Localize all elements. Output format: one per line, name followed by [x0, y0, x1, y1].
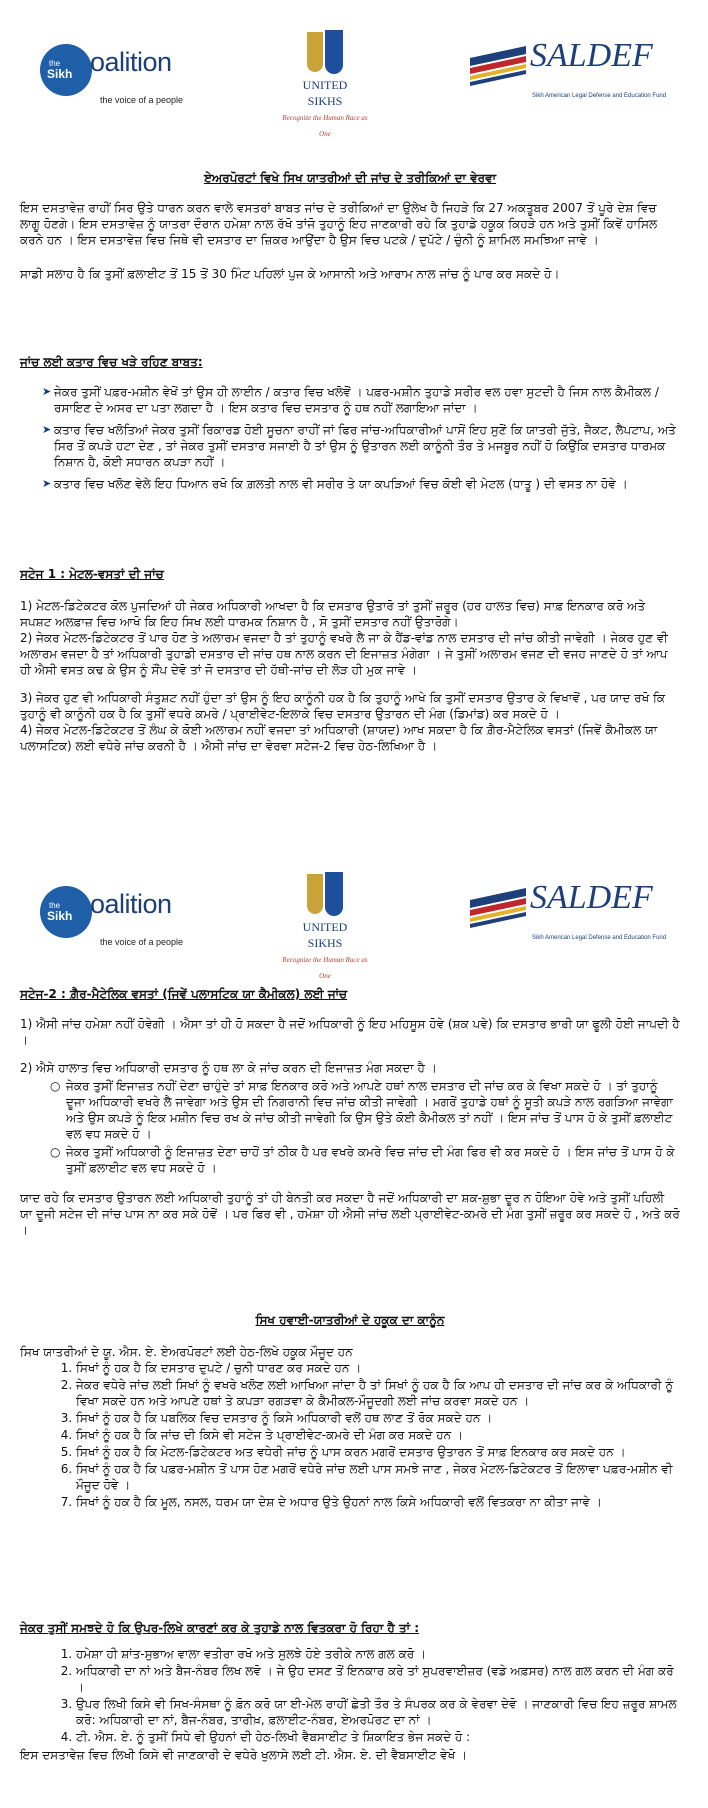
coalition-word: oalition [90, 889, 172, 919]
logo-band-top [0, 30, 708, 138]
sikh-coalition-logo [40, 40, 200, 120]
rights-list-item: 1. ਸਿਖਾਂ ਨੂੰ ਹਕ ਹੈ ਕਿ ਦਸਤਾਰ ਦੁਪਟੇ / ਚੁਨੀ ਧਾਰਣ ਕਰ ਸਕਦੇ ਹਨ । [76, 1360, 680, 1376]
coalition-tagline: the voice of a people [100, 937, 184, 947]
united-sikhs-name-2: SIKHS [307, 936, 343, 950]
stage2-sub-text: ਜੇਕਰ ਤੁਸੀਂ ਅਧਿਕਾਰੀ ਨੂੰ ਇਜਾਜ਼ਤ ਦੇਣਾ ਚਾਹੋਂ ਤਾਂ ਠੀਕ ਹੈ ਪਰ ਵਖਰੇ ਕਮਰੇ ਵਿਚ ਜਾਂਚ ਦੀ ਮੰਗ ਫਿਰ ਵੀ ਕਰ ਸਕਦੇ ਹੋ । ਇਸ ਜਾਂਚ ਤੋਂ ਪਾਸ ਹੋ ਕੇ ਤੁਸੀਂ ਫ਼ਲਾਈਟ ਵਲ ਵਧ ਸਕਦੇ ਹੋ । [66, 1145, 675, 1175]
rights-list-item: 5. ਸਿਖਾਂ ਨੂੰ ਹਕ ਹੈ ਕਿ ਮੇਟਲ-ਡਿਟੇਕਟਰ ਅਤ ਵਧੇਰੀ ਜਾਂਚ ਨੂੰ ਪਾਸ ਕਰਨ ਮਗਰੋਂ ਦਸਤਾਰ ਉਤਾਰਨ ਤੋਂ ਸਾਫ਼ ਇਨਕਾਰ ਕਰ ਸਕਦੇ ਹਨ । [76, 1444, 680, 1460]
stage1-paragraph-3: 3) ਜੇਕਰ ਹੁਣ ਵੀ ਅਧਿਕਾਰੀ ਸੰਤੁਸ਼ਟ ਨਹੀਂ ਹੁੰਦਾ ਤਾਂ ਉਸ ਨੂੰ ਇਹ ਕਾਨੂੰਨੀ ਹਕ ਹੈ ਕਿ ਤੁਹਾਨੂੰ ਆਖੇ ਕਿ ਤੁਸੀਂ ਦਸਤਾਰ ਉਤਾਰ ਕੇ ਵਿਖਾਵੋਂ , ਪਰ ਯਾਦ ਰਖੋ ਕਿ ਤੁਹਾਨੂੰ ਵੀ ਕਾਨੂੰਨੀ ਹਕ ਹੈ ਕਿ ਤੁਸੀਂ ਵਧਰੇ ਕਮਰੇ / ਪ੍ਰਾਈਵੇਟ-ਇਲਾਕੇ ਵਿਚ ਦਸਤਾਰ ਉਤਾਰਨ ਦੀ ਮੰਗ (ਡਿਮਾਂਡ) ਕਰ ਸਕਦੇ ਹੋ । [20, 691, 666, 721]
stage1-paragraph-2: 2) ਜੇਕਰ ਮੇਟਲ-ਡਿਟੇਕਟਰ ਤੋਂ ਪਾਰ ਹੋਣ ਤੇ ਅਲਾਰਮ ਵਜਦਾ ਹੈ ਤਾਂ ਤੁਹਾਨੂੰ ਵਖਰੇ ਲੈ ਜਾ ਕੇ ਹੈਂਡ-ਵਾਂਡ ਨਾਲ ਦਸਤਾਰ ਦੀ ਜਾਂਚ ਕੀਤੀ ਜਾਵੇਗੀ । ਜੇਕਰ ਹੁਣ ਵੀ ਅਲਾਰਮ ਵਜਦਾ ਹੈ ਤਾਂ ਅਧਿਕਾਰੀ ਤੁਹਾਡੀ ਦਸਤਾਰ ਦੀ ਜਾਂਚ ਹਥ ਨਾਲ ਕਰਨ ਦੀ ਇਜਾਜ਼ਤ ਮੰਗੇਗਾ । ਜੇ ਤੁਸੀਂ ਅਲਾਰਮ ਵਜਣ ਦੀ ਵਜਹ ਜਾਣਦੇ ਹੋ ਤਾਂ ਆਪ ਹੀ ਐਸੀ ਵਸਤ ਕਢ ਕੇ ਉਸ ਨੂੰ ਸੌਂਪ ਦੇਵੋ ਤਾਂ ਜੋ ਦਸਤਾਰ ਦੀ ਹੱਥੀ-ਜਾਂਚ ਦੀ ਲੋੜ ਹੀ ਮੁਕ ਜਾਵੇ । [20, 631, 668, 677]
arrow-bullet-icon: ➤ [42, 477, 52, 490]
rights-list-item: 3. ਸਿਖਾਂ ਨੂੰ ਹਕ ਹੈ ਕਿ ਪਬਲਿਕ ਵਿਚ ਦਸਤਾਰ ਨੂੰ ਕਿਸੇ ਅਧਿਕਾਰੀ ਵਲੋਂ ਹਥ ਲਾਣ ਤੋਂ ਰੋਕ ਸਕਦੇ ਹਨ । [76, 1410, 680, 1426]
rights-heading: ਸਿਖ ਹਵਾਈ-ਯਾਤਰੀਆਂ ਦੇ ਹਕੂਕ ਦਾ ਕਾਨੂੰਨ [255, 1313, 445, 1327]
coalition-sikh: Sikh [47, 67, 73, 81]
queue-heading: ਜਾਂਚ ਲਈ ਕਤਾਰ ਵਿਚ ਖੜੇ ਰਹਿਣ ਬਾਬਤ: [20, 355, 203, 369]
discrimination-heading: ਜੇਕਰ ਤੁਸੀਂ ਸਮਝਦੇ ਹੋ ਕਿ ਉਪਰ-ਲਿਖੇ ਕਾਰਣਾਂ ਕਰ ਕੇ ਤੁਹਾਡੇ ਨਾਲ ਵਿਤਕਰਾ ਹੋ ਰਿਹਾ ਹੈ ਤਾਂ : [20, 1621, 420, 1635]
saldef-tagline: Sikh American Legal Defense and Education Fund [532, 935, 667, 941]
arrow-bullet-icon: ➤ [42, 423, 52, 436]
queue-bullet [20, 422, 680, 470]
stage1-section [20, 566, 680, 754]
circle-bullet-icon: ○ [50, 1079, 61, 1093]
united-sikhs-emblem-icon [303, 30, 347, 76]
discrimination-list-item: 2. ਅਧਿਕਾਰੀ ਦਾ ਨਾਂ ਅਤੇ ਬੈਜ-ਨੰਬਰ ਲਿਖ ਲਵੋ । ਜੇ ਉਹ ਦਸਣ ਤੋਂ ਇਨਕਾਰ ਕਰੇ ਤਾਂ ਸੁਪਰਵਾਈਜ਼ਰ (ਵਡੇ ਅਫ਼ਸਰ) ਨਾਲ ਗਲ ਕਰਨ ਦੀ ਮੰਗ ਕਰੋ । [76, 1663, 680, 1695]
page-title: ਏਅਰਪੋਰਟਾਂ ਵਿਖੇ ਸਿਖ ਯਾਤਰੀਆਂ ਦੀ ਜਾਂਚ ਦੇ ਤਰੀਕਿਆਂ ਦਾ ਵੇਰਵਾ [203, 171, 497, 185]
stage2-sub-text: ਜੇਕਰ ਤੁਸੀਂ ਇਜਾਜ਼ਤ ਨਹੀਂ ਦੇਣਾ ਚਾਹੁੰਦੇ ਤਾਂ ਸਾਫ਼ ਇਨਕਾਰ ਕਰੋ ਅਤੇ ਆਪਣੇ ਹਥਾਂ ਨਾਲ ਦਸਤਾਰ ਦੀ ਜਾਂਚ ਕਰ ਕੇ ਵਿਖਾ ਸਕਦੇ ਹੋ । ਤਾਂ ਤੁਹਾਨੂੰ ਦੂਜਾ ਅਧਿਕਾਰੀ ਵਖਰੇ ਲੈ ਜਾਵੇਗਾ ਅਤੇ ਉਸ ਦੀ ਨਿਗਰਾਨੀ ਵਿਚ ਜਾਂਚ ਕੀਤੀ ਜਾਵੇਗੀ । ਮਗਰੋਂ ਤੁਹਾਡੇ ਹਥਾਂ ਨੂੰ ਸੂਤੀ ਕਪੜੇ ਨਾਲ ਰਗੜਿਆ ਜਾਵੇਗਾ ਅਤੇ ਉਸ ਕਪੜੇ ਨੂੰ ਇਕ ਮਸ਼ੀਨ ਵਿਚ ਰਖ ਕੇ ਜਾਂਚ ਕੀਤੀ ਜਾਵੇਗੀ ਕਿ ਉਸ ਉਤੇ ਕੋਈ ਕੈਮੀਕਲ ਤਾਂ ਨਹੀਂ । ਇਸ ਜਾਂਚ ਤੋਂ ਪਾਸ ਹੋ ਕੇ ਤੁਸੀਂ ਫ਼ਲਾਈਟ ਵਲ ਵਧ ਸਕਦੇ ਹੋ । [66, 1079, 673, 1141]
logo-band-middle [0, 872, 708, 980]
queue-bullet-text: ਕਤਾਰ ਵਿਚ ਖਲੋਤਿਆਂ ਜੇਕਰ ਤੁਸੀਂ ਰਿਕਾਰਡ ਹੋਈ ਸੂਚਨਾ ਰਾਹੀਂ ਜਾਂ ਫਿਰ ਜਾਂਚ-ਅਧਿਕਾਰੀਆਂ ਪਾਸੋਂ ਇਹ ਸੁਣੋਂ ਕਿ ਯਾਤਰੀ ਜੁੱਤੇ, ਜੈਕਟ, ਲੈਪਟਾਪ, ਅਤੇ ਸਿਰ ਤੋਂ ਕਪੜੇ ਹਟਾ ਦੇਣ , ਤਾਂ ਜੇਕਰ ਤੁਸੀਂ ਦਸਤਾਰ ਸਜਾਈ ਹੈ ਤਾਂ ਉਸ ਨੂੰ ਉਤਾਰਨ ਲਈ ਕਾਨੂੰਨੀ ਤੌਰ ਤੇ ਮਜਬੂਰ ਨਹੀਂ ਹੋ ਕਿਉਂਕਿ ਦਸਤਾਰ ਧਾਰਮਕ ਨਿਸ਼ਾਨ ਹੈ, ਕੋਈ ਸਧਾਰਨ ਕਪੜਾ ਨਹੀਂ । [54, 423, 676, 469]
rights-section [20, 1344, 680, 1511]
queue-bullet [20, 384, 680, 416]
rights-list-item: 7. ਸਿਖਾਂ ਨੂੰ ਹਕ ਹੈ ਕਿ ਮੂਲ, ਨਸਲ, ਧਰਮ ਯਾ ਦੇਸ਼ ਦੇ ਅਧਾਰ ਉਤੇ ਉਹਨਾਂ ਨਾਲ ਕਿਸੇ ਅਧਿਕਾਰੀ ਵਲੋਂ ਵਿਤਕਰਾ ਨਾ ਕੀਤਾ ਜਾਵੇ । [76, 1494, 680, 1510]
united-sikhs-tagline: Recognize the Human Race as One [282, 114, 368, 138]
discrimination-list-item: 3. ਉਪਰ ਲਿਖੀ ਕਿਸੇ ਵੀ ਸਿਖ-ਸੰਸਥਾ ਨੂੰ ਫ਼ੋਨ ਕਰੋ ਯਾ ਈ-ਮੇਲ ਰਾਹੀਂ ਛੇਤੀ ਤੌਰ ਤੇ ਸੰਪਰਕ ਕਰ ਕੇ ਵੇਰਵਾ ਦੇਵੋ । ਜਾਣਕਾਰੀ ਵਿਚ ਇਹ ਜ਼ਰੂਰ ਸ਼ਾਮਲ ਕਰੋ: ਅਧਿਕਾਰੀ ਦਾ ਨਾਂ, ਬੈਜ-ਨੰਬਰ, ਤਾਰੀਖ਼, ਫ਼ਲਾਈਟ-ਨੰਬਰ, ਏਅਰਪੋਰਟ ਦਾ ਨਾਂ । [76, 1696, 680, 1728]
stage1-paragraph-4: 4) ਜੇਕਰ ਮੇਟਲ-ਡਿਟੇਕਟਰ ਤੋਂ ਲੰਘ ਕੇ ਕੋਈ ਅਲਾਰਮ ਨਹੀਂ ਵਜਦਾ ਤਾਂ ਅਧਿਕਾਰੀ (ਸ਼ਾਯਦ) ਆਖ ਸਕਦਾ ਹੈ ਕਿ ਗ਼ੈਰ-ਮੈਟੇਲਿਕ ਵਸਤਾਂ (ਜਿਵੇਂ ਕੈਮੀਕਲ ਯਾ ਪਲਾਸਟਿਕ) ਲਈ ਵਧੇਰੇ ਜਾਂਚ ਕਰਨੀ ਹੈ । ਐਸੀ ਜਾਂਚ ਦਾ ਵੇਰਵਾ ਸਟੇਜ-2 ਵਿਚ ਹੇਠ-ਲਿਖਿਆ ਹੈ । [20, 723, 658, 753]
intro-paragraph-1: ਇਸ ਦਸਤਾਵੇਜ਼ ਰਾਹੀਂ ਸਿਰ ਉਤੇ ਧਾਰਨ ਕਰਨ ਵਾਲੇ ਵਸਤਰਾਂ ਬਾਬਤ ਜਾਂਚ ਦੇ ਤਰੀਕਿਆਂ ਦਾ ਉਲੇਖ ਹੈ ਜਿਹੜੇ ਕਿ 27 ਅਕਤੂਬਰ 2007 ਤੋਂ ਪੂਰੇ ਦੇਸ਼ ਵਿਚ ਲਾਗੂ ਹੋਣਗੇ। ਇਸ ਦਸਤਾਵੇਜ਼ ਨੂੰ ਯਾਤਰਾ ਦੌਰਾਨ ਹਮੇਸ਼ਾ ਨਾਲ ਰੱਖੋ ਤਾਂਜੋ ਤੁਹਾਨੂੰ ਇਹ ਜਾਣਕਾਰੀ ਰਹੇ ਕਿ ਤੁਹਾਡੇ ਹਕੂਕ ਕਿਹੜੇ ਹਨ ਅਤੇ ਤੁਸੀਂ ਕਿਵੇਂ ਹਾਸਿਲ ਕਰਨੇ ਹਨ । ਇਸ ਦਸਤਾਵੇਜ਼ ਵਿਚ ਜਿਥੇ ਵੀ ਦਸਤਾਰ ਦਾ ਜ਼ਿਕਰ ਆਉਂਦਾ ਹੈ ਉਸ ਵਿਚ ਪਟਕੇ / ਦੁਪੱਟੇ / ਚੁੰਨੀ ਨੂੰ ਸ਼ਾਮਿਲ ਸਮਝਿਆ ਜਾਵੇ । [20, 201, 658, 247]
sikh-coalition-logo [40, 882, 200, 962]
queue-bullet [20, 476, 680, 492]
stage2-sub-item [20, 1078, 680, 1142]
united-sikhs-logo [280, 30, 370, 138]
stage2-paragraph-3: ਯਾਦ ਰਹੇ ਕਿ ਦਸਤਾਰ ਉਤਾਰਨ ਲਈ ਅਧਿਕਾਰੀ ਤੁਹਾਨੂੰ ਤਾਂ ਹੀ ਬੇਨਤੀ ਕਰ ਸਕਦਾ ਹੈ ਜਦੋਂ ਅਧਿਕਾਰੀ ਦਾ ਸ਼ਕ-ਸ਼ੁਭਾ ਦੂਰ ਨ ਹੋਇਆ ਹੋਵੇ ਅਤੇ ਤੁਸੀਂ ਪਹਿਲੀ ਯਾ ਦੂਜੀ ਸਟੇਜ ਦੀ ਜਾਂਚ ਪਾਸ ਨਾ ਕਰ ਸਕੇ ਹੋਵੋਂ । ਪਰ ਫਿਰ ਵੀ , ਹਮੇਸ਼ਾ ਹੀ ਐਸੀ ਜਾਂਚ ਲਈ ਪ੍ਰਾਈਵੇਟ-ਕਮਰੇ ਦੀ ਮੰਗ ਤੁਸੀਂ ਜ਼ਰੂਰ ਕਰ ਸਕਦੇ ਹੋ , ਅਤੇ ਕਰੋ । [20, 1191, 680, 1237]
coalition-sikh: Sikh [47, 909, 73, 923]
saldef-logo [470, 879, 670, 954]
queue-bullet-text: ਕਤਾਰ ਵਿਚ ਖਲੋਣ ਵੇਲੇ ਇਹ ਧਿਆਨ ਰਖੋ ਕਿ ਗ਼ਲਤੀ ਨਾਲ ਵੀ ਸਰੀਰ ਤੇ ਯਾ ਕਪੜਿਆਂ ਵਿਚ ਕੋਈ ਵੀ ਮੇਟਲ (ਧਾਤੂ ) ਦੀ ਵਸਤ ਨਾ ਹੋਵੇ । [54, 477, 628, 491]
circle-bullet-icon: ○ [50, 1145, 61, 1159]
rights-list-item: 4. ਸਿਖਾਂ ਨੂੰ ਹਕ ਹੈ ਕਿ ਜਾਂਚ ਦੀ ਕਿਸੇ ਵੀ ਸਟੇਜ ਤੇ ਪ੍ਰਾਈਵੇਟ-ਕਮਰੇ ਦੀ ਮੰਗ ਕਰ ਸਕਦੇ ਹਨ । [76, 1427, 680, 1443]
saldef-name: SALDEF [530, 879, 653, 916]
stage2-paragraph-1: 1) ਐਸੀ ਜਾਂਚ ਹਮੇਸ਼ਾ ਨਹੀਂ ਹੋਵੇਗੀ । ਐਸਾ ਤਾਂ ਹੀ ਹੋ ਸਕਦਾ ਹੈ ਜਦੋਂ ਅਧਿਕਾਰੀ ਨੂੰ ਇਹ ਮਹਿਸੂਸ ਹੋਵੇ (ਸ਼ਕ ਪਵੇ) ਕਿ ਦਸਤਾਰ ਭਾਰੀ ਯਾ ਫੂਲੀ ਹੋਈ ਜਾਪਦੀ ਹੈ । [20, 1017, 680, 1047]
saldef-name: SALDEF [530, 37, 653, 74]
united-sikhs-name-1: UNITED [302, 78, 348, 92]
queue-section [20, 354, 680, 498]
stage2-paragraph-2: 2) ਐਸੇ ਹਾਲਾਤ ਵਿਚ ਅਧਿਕਾਰੀ ਦਸਤਾਰ ਨੂੰ ਹਥ ਲਾ ਕੇ ਜਾਂਚ ਕਰਨ ਦੀ ਇਜਾਜ਼ਤ ਮੰਗ ਸਕਦਾ ਹੈ । [20, 1061, 437, 1075]
discrimination-section [20, 1620, 680, 1763]
discrimination-list-item: 4. ਟੀ. ਐਸ. ਏ. ਨੂੰ ਤੁਸੀਂ ਸਿਧੇ ਵੀ ਉਹਨਾਂ ਦੀ ਹੇਠ-ਲਿਖੀ ਵੈਬਸਾਈਟ ਤੇ ਸ਼ਿਕਾਇਤ ਭੇਜ ਸਕਦੇ ਹੋ : [76, 1729, 680, 1745]
coalition-word: oalition [90, 47, 172, 77]
discrimination-list [20, 1646, 680, 1745]
united-sikhs-tagline: Recognize the Human Race as One [282, 956, 368, 980]
rights-intro: ਸਿਖ ਯਾਤਰੀਆਂ ਦੇ ਯੂ. ਐਸ. ਏ. ਏਅਰਪੋਰਟਾਂ ਲਈ ਹੇਠ-ਲਿਖੇ ਹਕੂਕ ਮੌਜੂਦ ਹਨ [20, 1345, 353, 1359]
coalition-tagline: the voice of a people [100, 95, 184, 105]
saldef-flag-icon [470, 888, 526, 928]
stage1-paragraph-1: 1) ਮੇਟਲ-ਡਿਟੇਕਟਰ ਕੋਲ ਪੁਜਦਿਆਂ ਹੀ ਜੇਕਰ ਅਧਿਕਾਰੀ ਆਖਦਾ ਹੈ ਕਿ ਦਸਤਾਰ ਉਤਾਰੋ ਤਾਂ ਤੁਸੀਂ ਜ਼ਰੂਰ (ਹਰ ਹਾਲਤ ਵਿਚ) ਸਾਫ਼ ਇਨਕਾਰ ਕਰੋ ਅਤੇ ਸਪਸ਼ਟ ਅਲਫ਼ਾਜ਼ ਵਿਚ ਆਖੋ ਕਿ ਇਹ ਸਿਖ ਲਈ ਧਾਰਮਕ ਨਿਸ਼ਾਨ ਹੈ , ਸੋ ਤੁਸੀਂ ਦਸਤਾਰ ਨਹੀਂ ਉਤਾਰੋਗੇ। [20, 599, 646, 629]
united-sikhs-name-1: UNITED [302, 920, 348, 934]
queue-bullet-text: ਜੇਕਰ ਤੁਸੀਂ ਪਫ਼ਰ-ਮਸ਼ੀਨ ਵੇਖੋਂ ਤਾਂ ਉਸ ਹੀ ਲਾਈਨ / ਕਤਾਰ ਵਿਚ ਖਲੋਵੋਂ । ਪਫ਼ਰ-ਮਸ਼ੀਨ ਤੁਹਾਡੇ ਸਰੀਰ ਵਲ ਹਵਾ ਸੁਟਦੀ ਹੈ ਜਿਸ ਨਾਲ ਕੈਮੀਕਲ / ਰਸਾਇਣ ਦੇ ਅਸਰ ਦਾ ਪਤਾ ਲਗਦਾ ਹੈ । ਇਸ ਕਤਾਰ ਵਿਚ ਦਸਤਾਰ ਨੂੰ ਹਥ ਨਹੀਂ ਲਗਾਇਆ ਜਾਂਦਾ । [54, 385, 659, 415]
rights-list [20, 1360, 680, 1510]
stage1-heading: ਸਟੇਜ 1 : ਮੇਟਲ-ਵਸਤਾਂ ਦੀ ਜਾਂਚ [20, 567, 164, 581]
united-sikhs-name-2: SIKHS [307, 94, 343, 108]
coalition-the: the [49, 59, 61, 68]
discrimination-list-item: 1. ਹਮੇਸ਼ਾ ਹੀ ਸ਼ਾਂਤ-ਸੁਭਾਅ ਵਾਲਾ ਵਤੀਰਾ ਰਖੋ ਅਤੇ ਸੁਲਝੇ ਹੋਏ ਤਰੀਕੇ ਨਾਲ ਗਲ ਕਰੋ । [76, 1646, 680, 1662]
discrimination-footer: ਇਸ ਦਸਤਾਵੇਜ਼ ਵਿਚ ਲਿਖੀ ਕਿਸੇ ਵੀ ਜਾਣਕਾਰੀ ਦੇ ਵਧੇਰੇ ਖੁਲਾਸੇ ਲਈ ਟੀ. ਐਸ. ਏ. ਦੀ ਵੈਬਸਾਈਟ ਵੇਖੋ । [20, 1748, 468, 1762]
rights-list-item: 6. ਸਿਖਾਂ ਨੂੰ ਹਕ ਹੈ ਕਿ ਪਫ਼ਰ-ਮਸ਼ੀਨ ਤੋਂ ਪਾਸ ਹੋਣ ਮਗਰੋਂ ਵਧੇਰੇ ਜਾਂਚ ਲਈ ਪਾਸ ਸਮਝੇ ਜਾਣ , ਜੇਕਰ ਮੇਟਲ-ਡਿਟੇਕਟਰ ਤੋਂ ਇਲਾਵਾ ਪਫ਼ਰ-ਮਸ਼ੀਨ ਵੀ ਮੌਜੂਦ ਹੋਵੇ । [76, 1461, 680, 1493]
saldef-logo [470, 37, 670, 112]
united-sikhs-logo [280, 872, 370, 980]
stage2-sub-item [20, 1144, 680, 1176]
arrow-bullet-icon: ➤ [42, 385, 52, 398]
rights-list-item: 2. ਜੇਕਰ ਵਧੇਰੇ ਜਾਂਚ ਲਈ ਸਿਖਾਂ ਨੂੰ ਵਖਰੇ ਖਲੋਣ ਲਈ ਆਖਿਆ ਜਾਂਦਾ ਹੈ ਤਾਂ ਸਿਖਾਂ ਨੂੰ ਹਕ ਹੈ ਕਿ ਆਪ ਹੀ ਦਸਤਾਰ ਦੀ ਜਾਂਚ ਕਰ ਕੇ ਅਧਿਕਾਰੀ ਨੂੰ ਵਿਖਾ ਸਕਦੇ ਹਨ ਅਤੇ ਆਪਣੇ ਹਥਾਂ ਤੇ ਕਪੜਾ ਰਗੜਵਾ ਕੇ ਕੈਮੀਕਲ-ਮੌਜੂਦਗੀ ਲਈ ਜਾਂਚ ਕਰਵਾ ਸਕਦੇ ਹਨ । [76, 1377, 680, 1409]
stage2-heading: ਸਟੇਜ-2 : ਗ਼ੈਰ-ਮੈਟੇਲਿਕ ਵਸਤਾਂ (ਜਿਵੇਂ ਪਲਾਸਟਿਕ ਯਾ ਕੈਮੀਕਲ) ਲਈ ਜਾਂਚ [20, 987, 348, 1001]
stage2-section [20, 986, 680, 1238]
intro-section [20, 200, 680, 282]
saldef-flag-icon [470, 46, 526, 86]
saldef-tagline: Sikh American Legal Defense and Education Fund [532, 93, 667, 99]
intro-paragraph-2: ਸਾਡੀ ਸਲਾਹ ਹੈ ਕਿ ਤੁਸੀਂ ਫ਼ਲਾਈਟ ਤੋਂ 15 ਤੋਂ 30 ਮਿੰਟ ਪਹਿਲਾਂ ਪੁਜ ਕੇ ਆਸਾਨੀ ਅਤੇ ਆਰਾਮ ਨਾਲ ਜਾਂਚ ਨੂੰ ਪਾਰ ਕਰ ਸਕਦੇ ਹੋ। [20, 267, 560, 281]
coalition-the: the [49, 901, 61, 910]
united-sikhs-emblem-icon [303, 872, 347, 918]
